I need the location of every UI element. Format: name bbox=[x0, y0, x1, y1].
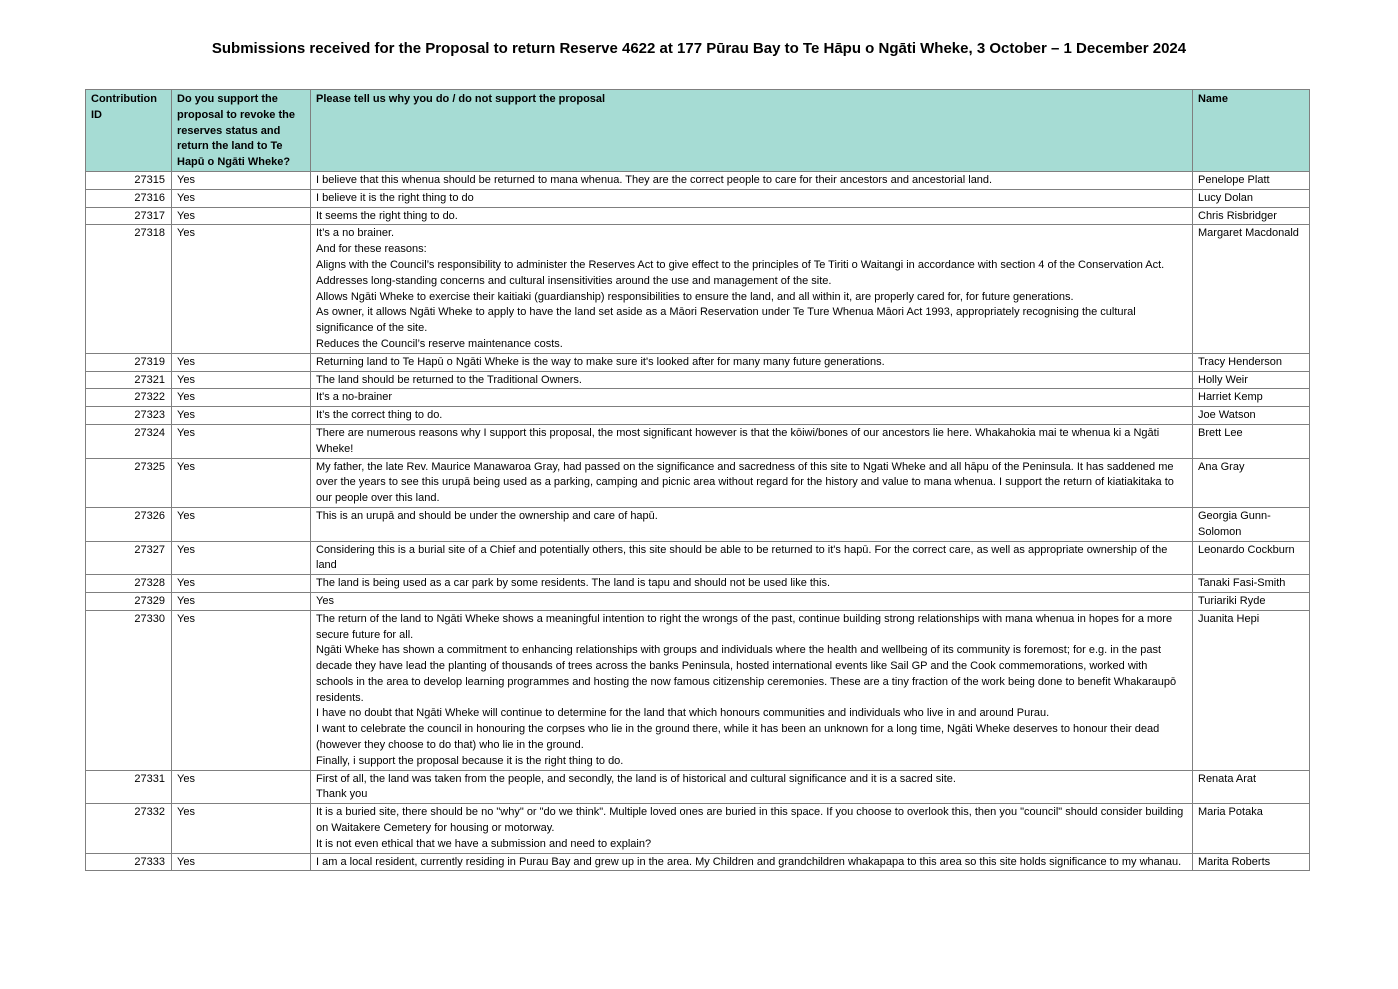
reason-paragraph: It’s a no brainer. bbox=[316, 227, 395, 240]
submissions-table bbox=[85, 89, 1310, 871]
header-support-question: Do you support the proposal to revoke the reserves status and return the land to Te Hapū o Ngāti Wheke? bbox=[172, 90, 311, 172]
reason-paragraph: The return of the land to Ngāti Wheke shows a meaningful intention to right the wrongs of the past, continue building strong relationships with mana whenua in hopes for a more secure future for all. bbox=[316, 612, 1173, 641]
support-cell: Yes bbox=[172, 353, 311, 371]
reason-cell bbox=[311, 770, 1193, 804]
support-cell: Yes bbox=[172, 458, 311, 507]
contribution-id-cell: 27331 bbox=[86, 770, 172, 804]
support-cell: Yes bbox=[172, 424, 311, 458]
table-row bbox=[86, 407, 1310, 425]
contribution-id-cell: 27323 bbox=[86, 407, 172, 425]
reason-cell bbox=[311, 371, 1193, 389]
reason-paragraph: The land should be returned to the Traditional Owners. bbox=[316, 373, 582, 386]
contribution-id-cell: 27321 bbox=[86, 371, 172, 389]
contribution-id-cell: 27324 bbox=[86, 424, 172, 458]
support-cell: Yes bbox=[172, 592, 311, 610]
contribution-id-cell: 27329 bbox=[86, 592, 172, 610]
name-cell: Lucy Dolan bbox=[1193, 189, 1310, 207]
reason-cell bbox=[311, 225, 1193, 353]
reason-paragraph: Reduces the Council’s reserve maintenance costs. bbox=[316, 337, 563, 350]
reason-paragraph: As owner, it allows Ngāti Wheke to apply to have the land set aside as a Māori Reservation under Te Ture Whenua Māori Act 1993, appropriately recognising the cultural significance of the site. bbox=[316, 306, 1136, 335]
reason-cell bbox=[311, 424, 1193, 458]
reason-paragraph: My father, the late Rev. Maurice Manawaroa Gray, had passed on the significance and sacredness of this site to Ngati Wheke and all hāpu of the Peninsula. It has saddened me over the years to see this urupā being used as a parking, camping and picnic area without regard for the history and value to mana whenua. I support the return of kiatiakitaka to our people over this land. bbox=[316, 460, 1174, 505]
name-cell: Georgia Gunn-Solomon bbox=[1193, 507, 1310, 541]
reason-paragraph: Finally, i support the proposal because it is the right thing to do. bbox=[316, 754, 624, 767]
support-cell: Yes bbox=[172, 207, 311, 225]
reason-paragraph: First of all, the land was taken from the people, and secondly, the land is of historical and cultural significance and it is a sacred site. bbox=[316, 772, 956, 785]
name-cell: Holly Weir bbox=[1193, 371, 1310, 389]
reason-cell bbox=[311, 389, 1193, 407]
name-cell: Marita Roberts bbox=[1193, 853, 1310, 871]
support-cell: Yes bbox=[172, 853, 311, 871]
support-cell: Yes bbox=[172, 225, 311, 353]
support-cell: Yes bbox=[172, 371, 311, 389]
table-row bbox=[86, 353, 1310, 371]
contribution-id-cell: 27327 bbox=[86, 541, 172, 575]
header-reason: Please tell us why you do / do not support the proposal bbox=[311, 90, 1193, 172]
reason-cell bbox=[311, 171, 1193, 189]
support-cell: Yes bbox=[172, 507, 311, 541]
support-cell: Yes bbox=[172, 407, 311, 425]
table-row bbox=[86, 424, 1310, 458]
name-cell: Ana Gray bbox=[1193, 458, 1310, 507]
table-row bbox=[86, 575, 1310, 593]
document-title: Submissions received for the Proposal to return Reserve 4622 at 177 Pūrau Bay to Te Hāpu o Ngāti Wheke, 3 October – 1 December 2024 bbox=[211, 40, 1187, 57]
reason-paragraph: Yes bbox=[316, 594, 334, 607]
contribution-id-cell: 27318 bbox=[86, 225, 172, 353]
reason-cell bbox=[311, 189, 1193, 207]
table-row bbox=[86, 371, 1310, 389]
reason-paragraph: It's a no-brainer bbox=[316, 391, 393, 404]
name-cell: Tanaki Fasi-Smith bbox=[1193, 575, 1310, 593]
contribution-id-cell: 27330 bbox=[86, 610, 172, 770]
support-cell: Yes bbox=[172, 541, 311, 575]
name-cell: Renata Arat bbox=[1193, 770, 1310, 804]
reason-cell bbox=[311, 610, 1193, 770]
contribution-id-cell: 27332 bbox=[86, 804, 172, 853]
name-cell: Maria Potaka bbox=[1193, 804, 1310, 853]
reason-cell bbox=[311, 458, 1193, 507]
reason-cell bbox=[311, 592, 1193, 610]
reason-paragraph: This is an urupā and should be under the ownership and care of hapū. bbox=[316, 509, 658, 522]
support-cell: Yes bbox=[172, 171, 311, 189]
name-cell: Tracy Henderson bbox=[1193, 353, 1310, 371]
name-cell: Leonardo Cockburn bbox=[1193, 541, 1310, 575]
reason-cell bbox=[311, 407, 1193, 425]
contribution-id-cell: 27315 bbox=[86, 171, 172, 189]
contribution-id-cell: 27328 bbox=[86, 575, 172, 593]
reason-paragraph: It’s the correct thing to do. bbox=[316, 409, 443, 422]
header-contribution-id: Contribution ID bbox=[86, 90, 172, 172]
reason-cell bbox=[311, 207, 1193, 225]
table-row bbox=[86, 853, 1310, 871]
support-cell: Yes bbox=[172, 575, 311, 593]
table-row bbox=[86, 507, 1310, 541]
reason-cell bbox=[311, 541, 1193, 575]
table-row bbox=[86, 770, 1310, 804]
table-row bbox=[86, 458, 1310, 507]
table-row bbox=[86, 207, 1310, 225]
table-row bbox=[86, 171, 1310, 189]
reason-paragraph: I want to celebrate the council in honouring the corpses who lie in the ground there, while it has been an unknown for a long time, Ngāti Wheke deserves to honour their dead (however they choose to do that) who lie in the ground. bbox=[316, 723, 1160, 752]
name-cell: Harriet Kemp bbox=[1193, 389, 1310, 407]
support-cell: Yes bbox=[172, 770, 311, 804]
reason-paragraph: Returning land to Te Hapū o Ngāti Wheke is the way to make sure it's looked after for many many future generations. bbox=[316, 355, 885, 368]
reason-paragraph: The land is being used as a car park by some residents. The land is tapu and should not be used like this. bbox=[316, 577, 831, 590]
name-cell: Margaret Macdonald bbox=[1193, 225, 1310, 353]
reason-paragraph: I am a local resident, currently residing in Purau Bay and grew up in the area. My Children and grandchildren whakapapa to this area so this site holds significance to my whanau. bbox=[316, 855, 1182, 868]
reason-paragraph: Addresses long-standing concerns and cultural insensitivities around the use and management of the site. bbox=[316, 274, 832, 287]
name-cell: Penelope Platt bbox=[1193, 171, 1310, 189]
reason-paragraph: It is not even ethical that we have a submission and need to explain? bbox=[316, 837, 652, 850]
contribution-id-cell: 27333 bbox=[86, 853, 172, 871]
contribution-id-cell: 27325 bbox=[86, 458, 172, 507]
reason-cell bbox=[311, 507, 1193, 541]
reason-cell bbox=[311, 353, 1193, 371]
reason-paragraph: I believe it is the right thing to do bbox=[316, 191, 474, 204]
contribution-id-cell: 27326 bbox=[86, 507, 172, 541]
reason-paragraph: I have no doubt that Ngāti Wheke will continue to determine for the land that which honours communities and individuals who live in and around Purau. bbox=[316, 707, 1050, 720]
support-cell: Yes bbox=[172, 189, 311, 207]
reason-paragraph: Allows Ngāti Wheke to exercise their kaitiaki (guardianship) responsibilities to ensure the land, and all within it, are properly cared for, for future generations. bbox=[316, 290, 1074, 303]
name-cell: Brett Lee bbox=[1193, 424, 1310, 458]
reason-paragraph: I believe that this whenua should be returned to mana whenua. They are the correct people to care for their ancestors and ancestorial land. bbox=[316, 173, 993, 186]
table-row bbox=[86, 189, 1310, 207]
reason-cell bbox=[311, 804, 1193, 853]
header-name: Name bbox=[1193, 90, 1310, 172]
support-cell: Yes bbox=[172, 610, 311, 770]
contribution-id-cell: 27322 bbox=[86, 389, 172, 407]
table-row bbox=[86, 389, 1310, 407]
table-row bbox=[86, 541, 1310, 575]
reason-paragraph: It seems the right thing to do. bbox=[316, 209, 458, 222]
name-cell: Turiariki Ryde bbox=[1193, 592, 1310, 610]
name-cell: Joe Watson bbox=[1193, 407, 1310, 425]
support-cell: Yes bbox=[172, 389, 311, 407]
contribution-id-cell: 27316 bbox=[86, 189, 172, 207]
reason-paragraph: Thank you bbox=[316, 788, 368, 801]
support-cell: Yes bbox=[172, 804, 311, 853]
contribution-id-cell: 27317 bbox=[86, 207, 172, 225]
name-cell: Chris Risbridger bbox=[1193, 207, 1310, 225]
reason-cell bbox=[311, 575, 1193, 593]
table-row bbox=[86, 592, 1310, 610]
name-cell: Juanita Hepi bbox=[1193, 610, 1310, 770]
table-row bbox=[86, 225, 1310, 353]
reason-paragraph: Ngāti Wheke has shown a commitment to enhancing relationships with groups and individuals where the health and wellbeing of its community is foremost; for e.g. in the past decade they have lead the planting of thousands of trees across the banks Peninsula, hosted international events like Sail GP and the Cook commemorations, worked with schools in the area to develop learning programmes and hosting the now famous citizenship ceremonies. These are a tiny fraction of the work being done to benefit Whakaraupō residents. bbox=[316, 644, 1177, 704]
reason-paragraph: And for these reasons: bbox=[316, 243, 427, 256]
reason-cell bbox=[311, 853, 1193, 871]
contribution-id-cell: 27319 bbox=[86, 353, 172, 371]
reason-paragraph: There are numerous reasons why I support this proposal, the most significant however is that the kōiwi/bones of our ancestors lie here. Whakahokia mai te whenua ki a Ngāti Wheke! bbox=[316, 426, 1160, 455]
reason-paragraph: Considering this is a burial site of a Chief and potentially others, this site should be able to be returned to it's hapū. For the correct care, as well as appropriate ownership of the land bbox=[316, 543, 1168, 572]
reason-paragraph: Aligns with the Council’s responsibility to administer the Reserves Act to give effect to the principles of Te Tiriti o Waitangi in accordance with section 4 of the Conservation Act. bbox=[316, 258, 1165, 271]
table-row bbox=[86, 610, 1310, 770]
header-row bbox=[86, 90, 1310, 172]
table-row bbox=[86, 804, 1310, 853]
table-body bbox=[86, 171, 1310, 870]
reason-paragraph: It is a buried site, there should be no "why" or "do we think". Multiple loved ones are buried in this space. If you choose to overlook this, then you "council" should consider building on Waitakere Cemetery for housing or motorway. bbox=[316, 806, 1184, 835]
